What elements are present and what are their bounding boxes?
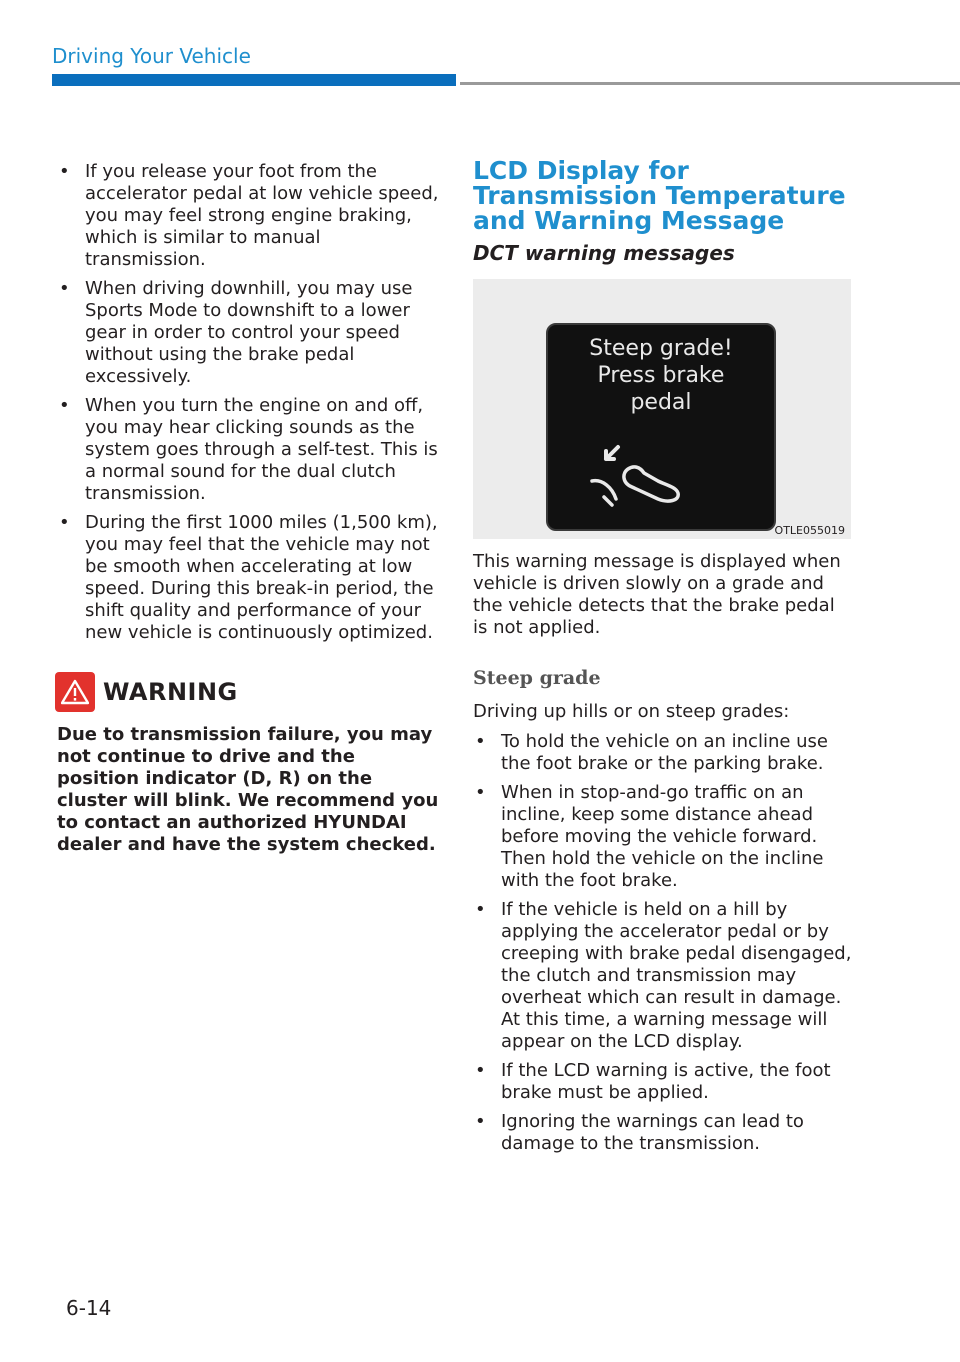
bullet-icon: •: [475, 899, 486, 920]
header-title: Driving Your Vehicle: [52, 44, 251, 68]
steep-grade-heading: Steep grade: [473, 667, 601, 689]
list-item: [57, 395, 442, 505]
right-column: [473, 158, 853, 1162]
bullet-icon: •: [59, 395, 70, 416]
left-column: [57, 161, 442, 856]
list-item: [473, 899, 853, 1053]
bullet-icon: •: [59, 512, 70, 533]
warning-body: Due to transmission failure, you may not continue to drive and the position indicator (D, R) on the cluster will blink. We recommend you to contact an authorized HYUNDAI dealer and have the system checked.: [57, 724, 439, 855]
figure-description: This warning message is displayed when vehicle is driven slowly on a grade and the vehicle detects that the brake pedal is not applied.: [473, 551, 841, 638]
lcd-line: Steep grade!: [589, 336, 733, 361]
figure-code: OTLE055019: [774, 524, 845, 537]
list-item: [473, 1111, 853, 1155]
steep-grade-intro: Driving up hills or on steep grades:: [473, 701, 790, 722]
bullet-text: When in stop-and-go traffic on an incline, keep some distance ahead before moving the vehicle forward. Then hold the vehicle on the incline with the foot brake.: [501, 782, 824, 891]
list-item: [57, 161, 442, 271]
list-item: [57, 278, 442, 388]
section-title: LCD Display for Transmission Temperature and Warning Message: [473, 156, 846, 235]
warning-header: [57, 672, 442, 712]
lcd-message: [548, 335, 774, 416]
list-item: [473, 1060, 853, 1104]
section-subtitle: DCT warning messages: [473, 241, 735, 265]
lcd-line: Press brake: [597, 363, 725, 388]
header-bar-blue: [52, 74, 456, 86]
page-number: 6-14: [66, 1296, 112, 1320]
bullet-icon: •: [475, 1111, 486, 1132]
bullet-text: If you release your foot from the accelerator pedal at low vehicle speed, you may feel strong engine braking, which is similar to manual transmission.: [85, 161, 439, 270]
right-bullet-list: [473, 731, 853, 1155]
list-item: [57, 512, 442, 644]
bullet-text: During the first 1000 miles (1,500 km), you may feel that the vehicle may not be smooth when accelerating at low speed. During this break-in period, the shift quality and performance of your new vehicle is continuously optimized.: [85, 512, 438, 643]
bullet-text: When you turn the engine on and off, you may hear clicking sounds as the system goes through a self-test. This is a normal sound for the dual clutch transmission.: [85, 395, 438, 504]
warning-triangle-icon: [55, 672, 95, 712]
left-bullet-list: [57, 161, 442, 644]
lcd-screen: [546, 323, 776, 531]
bullet-text: To hold the vehicle on an incline use the foot brake or the parking brake.: [501, 731, 829, 774]
bullet-icon: •: [59, 278, 70, 299]
bullet-icon: •: [475, 782, 486, 803]
list-item: [473, 731, 853, 775]
bullet-text: If the vehicle is held on a hill by applying the accelerator pedal or by creeping with brake pedal disengaged, the clutch and transmission may overheat which can result in damage. At this time, a warning message will appear on the LCD display.: [501, 899, 852, 1052]
lcd-figure: [473, 279, 851, 539]
bullet-icon: •: [59, 161, 70, 182]
bullet-text: When driving downhill, you may use Sports Mode to downshift to a lower gear in order to control your speed without using the brake pedal excessively.: [85, 278, 413, 387]
brake-pedal-icon: [588, 443, 688, 519]
bullet-icon: •: [475, 1060, 486, 1081]
bullet-text: If the LCD warning is active, the foot brake must be applied.: [501, 1060, 831, 1103]
header-bar-grey: [460, 82, 960, 85]
lcd-line: pedal: [630, 390, 692, 415]
bullet-icon: •: [475, 731, 486, 752]
list-item: [473, 782, 853, 892]
bullet-text: Ignoring the warnings can lead to damage to the transmission.: [501, 1111, 804, 1154]
warning-box: [57, 672, 442, 856]
warning-title: WARNING: [103, 678, 238, 706]
